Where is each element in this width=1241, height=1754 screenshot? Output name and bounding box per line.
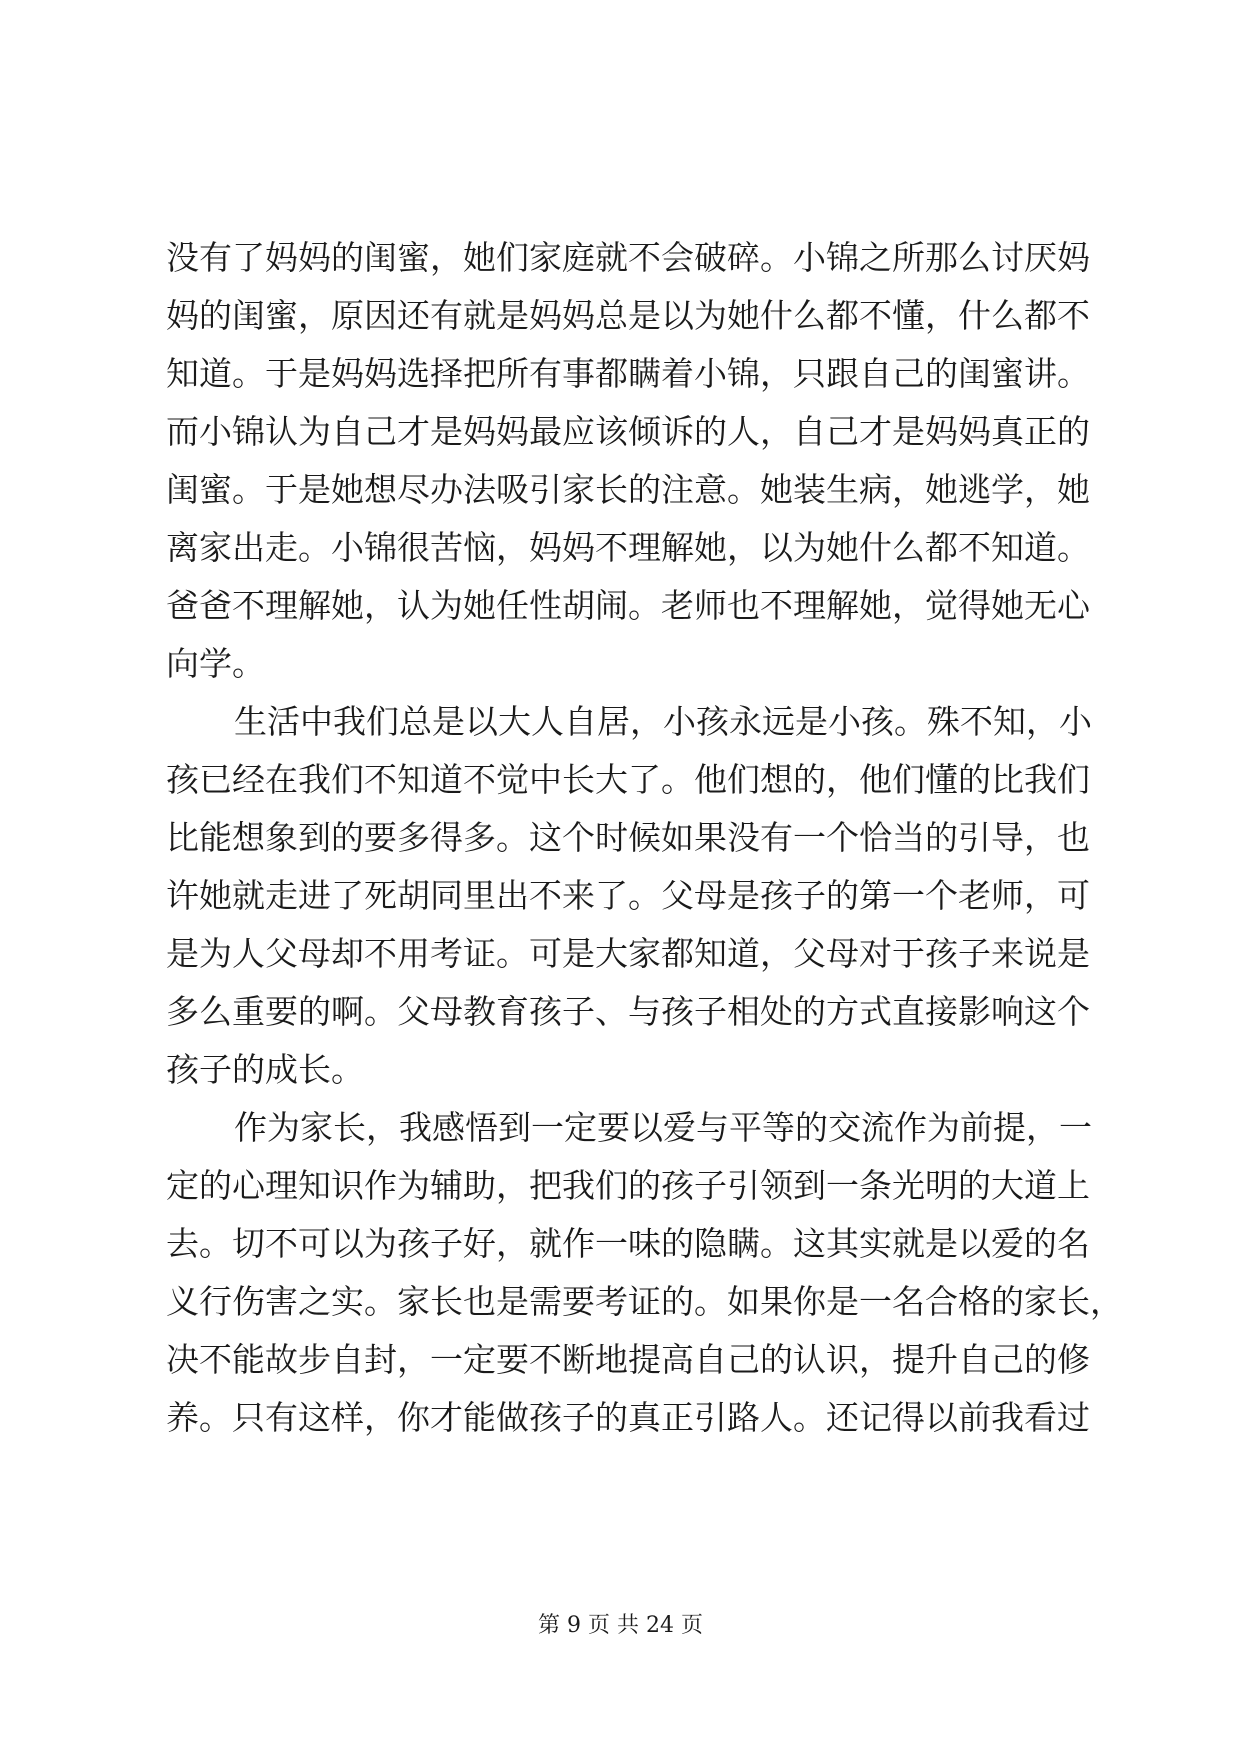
text-line: 决不能故步自封，一定要不断地提高自己的认识，提升自己的修	[166, 1340, 1090, 1379]
text-line: 多么重要的啊。父母教育孩子、与孩子相处的方式直接影响这个	[166, 992, 1090, 1031]
text-line: 许她就走进了死胡同里出不来了。父母是孩子的第一个老师，可	[166, 876, 1090, 915]
text-line: 义行伤害之实。家长也是需要考证的。如果你是一名合格的家长，	[166, 1282, 1123, 1321]
text-line: 养。只有这样，你才能做孩子的真正引路人。还记得以前我看过	[166, 1398, 1090, 1437]
text-line: 妈的闺蜜，原因还有就是妈妈总是以为她什么都不懂，什么都不	[166, 296, 1090, 335]
paragraph-first-line: 作为家长，我感悟到一定要以爱与平等的交流作为前提，一	[234, 1108, 1092, 1147]
text-line: 而小锦认为自己才是妈妈最应该倾诉的人，自己才是妈妈真正的	[166, 412, 1090, 451]
text-line: 向学。	[166, 644, 265, 683]
text-line: 知道。于是妈妈选择把所有事都瞒着小锦，只跟自己的闺蜜讲。	[166, 354, 1090, 393]
text-line: 孩子的成长。	[166, 1050, 364, 1089]
text-line: 没有了妈妈的闺蜜，她们家庭就不会破碎。小锦之所那么讨厌妈	[166, 238, 1090, 277]
text-line: 是为人父母却不用考证。可是大家都知道，父母对于孩子来说是	[166, 934, 1090, 973]
text-line: 定的心理知识作为辅助，把我们的孩子引领到一条光明的大道上	[166, 1166, 1090, 1205]
paragraph-first-line: 生活中我们总是以大人自居，小孩永远是小孩。殊不知，小	[234, 702, 1092, 741]
text-line: 闺蜜。于是她想尽办法吸引家长的注意。她装生病，她逃学，她	[166, 470, 1090, 509]
text-line: 比能想象到的要多得多。这个时候如果没有一个恰当的引导，也	[166, 818, 1090, 857]
page-number-footer: 第 9 页 共 24 页	[538, 1613, 703, 1638]
text-line: 孩已经在我们不知道不觉中长大了。他们想的，他们懂的比我们	[166, 760, 1090, 799]
text-line: 爸爸不理解她，认为她任性胡闹。老师也不理解她，觉得她无心	[166, 586, 1090, 625]
text-line: 去。切不可以为孩子好，就作一味的隐瞒。这其实就是以爱的名	[166, 1224, 1090, 1263]
text-line: 离家出走。小锦很苦恼，妈妈不理解她，以为她什么都不知道。	[166, 528, 1090, 567]
